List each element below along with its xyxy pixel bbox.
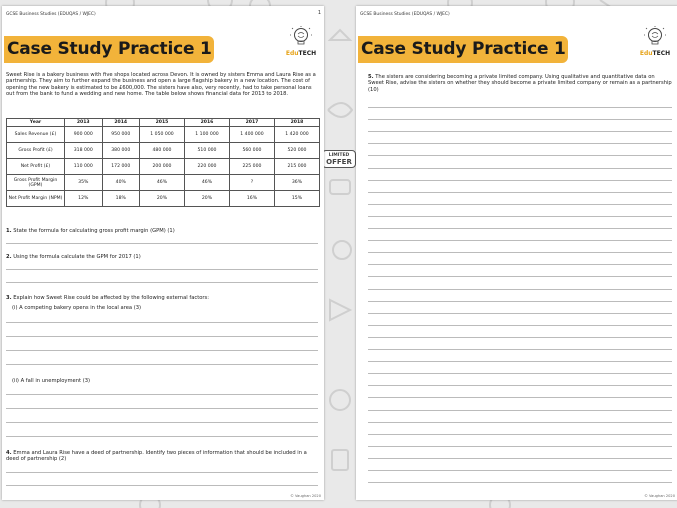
answer-line[interactable] xyxy=(6,282,318,283)
table-cell: Gross Profit (£) xyxy=(7,143,65,159)
question-text: Emma and Laura Rise have a deed of partnership. Identify two pieces of information that should be included in a deed of partnership (2) xyxy=(6,450,307,463)
question-number: 5. xyxy=(368,74,374,80)
table-cell: 40% xyxy=(102,175,140,191)
logo-tech: TECH xyxy=(298,50,317,57)
badge-top-text: LIMITED xyxy=(328,153,350,158)
answer-line[interactable] xyxy=(368,168,672,169)
answer-line[interactable] xyxy=(368,192,672,193)
edutech-logo xyxy=(638,26,672,66)
table-cell: 15% xyxy=(274,191,319,207)
answer-line[interactable] xyxy=(6,422,318,423)
table-cell: 12% xyxy=(65,191,103,207)
answer-line[interactable] xyxy=(368,385,672,386)
answer-line[interactable] xyxy=(368,204,672,205)
answer-line[interactable] xyxy=(368,228,672,229)
table-cell: 36% xyxy=(274,175,319,191)
table-cell: 225 000 xyxy=(229,159,274,175)
answer-line[interactable] xyxy=(368,325,672,326)
copyright-text: © Vaughan 2020 xyxy=(290,494,321,498)
logo-edu: Edu xyxy=(639,50,653,57)
question-number: 2. xyxy=(6,254,12,260)
answer-line[interactable] xyxy=(6,364,318,365)
question-2 xyxy=(6,254,318,260)
page-title: Case Study Practice 1 xyxy=(358,36,568,63)
answer-line[interactable] xyxy=(368,216,672,217)
logo-tech: TECH xyxy=(652,50,671,57)
table-cell: 510 000 xyxy=(184,143,229,159)
answer-line[interactable] xyxy=(368,301,672,302)
question-text: The sisters are considering becoming a private limited company. Using qualitative and quantitative data on Sweet Rise, advise the sisters on whether they should become a private limited company or remain as a partnership (10) xyxy=(368,74,672,93)
table-cell: 900 000 xyxy=(65,127,103,143)
table-row xyxy=(7,143,320,159)
table-header: 2014 xyxy=(102,119,140,127)
table-cell: 1 050 000 xyxy=(140,127,185,143)
limited-offer-badge[interactable] xyxy=(322,150,356,168)
answer-line[interactable] xyxy=(6,322,318,323)
question-5 xyxy=(368,74,672,93)
answer-line[interactable] xyxy=(368,410,672,411)
question-1 xyxy=(6,228,318,234)
table-cell: 20% xyxy=(184,191,229,207)
answer-line[interactable] xyxy=(368,397,672,398)
answer-line[interactable] xyxy=(368,119,672,120)
answer-line[interactable] xyxy=(368,289,672,290)
logo-text xyxy=(284,50,318,57)
table-header: 2017 xyxy=(229,119,274,127)
page-title: Case Study Practice 1 xyxy=(4,36,214,63)
table-cell: 520 000 xyxy=(274,143,319,159)
table-row xyxy=(7,159,320,175)
answer-line[interactable] xyxy=(368,361,672,362)
answer-line[interactable] xyxy=(368,313,672,314)
edutech-logo xyxy=(284,26,318,66)
table-header: 2015 xyxy=(140,119,185,127)
answer-line[interactable] xyxy=(368,349,672,350)
answer-line[interactable] xyxy=(368,482,672,483)
table-cell: 46% xyxy=(140,175,185,191)
intro-paragraph: Sweet Rise is a bakery business with five shops located across Devon. It is owned by sisters Emma and Laura Rise as a partnership. They aim to further expand the business and open a large flagship bakery in a new location. The cost of opening the new bakery is estimated to be £600,000. The sisters have also, very recently, had to take personal loans out from the bank to fund a wedding and new home. The table below shows financial data for 2013 to 2018. xyxy=(6,72,316,97)
table-cell: 110 000 xyxy=(65,159,103,175)
question-text: State the formula for calculating gross profit margin (GPM) (1) xyxy=(13,228,175,234)
table-cell: 950 000 xyxy=(102,127,140,143)
answer-line[interactable] xyxy=(6,436,318,437)
answer-line[interactable] xyxy=(6,485,318,486)
answer-line[interactable] xyxy=(368,264,672,265)
answer-line[interactable] xyxy=(368,422,672,423)
course-header: GCSE Business Studies (EDUQAS / WJEC) xyxy=(360,12,450,17)
question-4 xyxy=(6,450,318,463)
table-cell: 1 420 000 xyxy=(274,127,319,143)
answer-line[interactable] xyxy=(368,131,672,132)
table-cell: Sales Revenue (£) xyxy=(7,127,65,143)
table-cell: 172 000 xyxy=(102,159,140,175)
answer-line[interactable] xyxy=(368,180,672,181)
brain-lightbulb-icon xyxy=(644,26,666,48)
table-cell: 220 000 xyxy=(184,159,229,175)
table-row xyxy=(7,191,320,207)
table-cell: 35% xyxy=(65,175,103,191)
table-cell: 215 000 xyxy=(274,159,319,175)
table-row xyxy=(7,175,320,191)
answer-line[interactable] xyxy=(368,337,672,338)
table-cell: 18% xyxy=(102,191,140,207)
answer-line[interactable] xyxy=(6,408,318,409)
table-row xyxy=(7,127,320,143)
table-cell: 1 100 000 xyxy=(184,127,229,143)
answer-line[interactable] xyxy=(368,155,672,156)
question-number: 1. xyxy=(6,228,12,234)
answer-line[interactable] xyxy=(368,470,672,471)
worksheet-page-2 xyxy=(356,6,677,500)
badge-bottom-text: OFFER xyxy=(326,158,352,166)
copyright-text: © Vaughan 2020 xyxy=(644,494,675,498)
question-3i: (i) A competing bakery opens in the local area (3) xyxy=(12,305,142,311)
logo-edu: Edu xyxy=(285,50,299,57)
question-number: 4. xyxy=(6,450,12,456)
answer-line[interactable] xyxy=(368,252,672,253)
page-number: 1 xyxy=(317,10,321,16)
brain-lightbulb-icon xyxy=(290,26,312,48)
table-cell: 560 000 xyxy=(229,143,274,159)
table-header: Year xyxy=(7,119,65,127)
question-text: Using the formula calculate the GPM for 2017 (1) xyxy=(13,254,141,260)
table-cell: Gross Profit Margin (GPM) xyxy=(7,175,65,191)
table-cell: 20% xyxy=(140,191,185,207)
financial-data-table xyxy=(6,118,320,207)
answer-line[interactable] xyxy=(6,350,318,351)
table-header: 2016 xyxy=(184,119,229,127)
answer-line[interactable] xyxy=(368,446,672,447)
table-cell: Net Profit Margin (NPM) xyxy=(7,191,65,207)
logo-text xyxy=(638,50,672,57)
table-cell: 380 000 xyxy=(102,143,140,159)
table-cell: ? xyxy=(229,175,274,191)
course-header: GCSE Business Studies (EDUQAS / WJEC) xyxy=(6,12,96,17)
answer-line[interactable] xyxy=(368,107,672,108)
answer-line[interactable] xyxy=(368,143,672,144)
answer-line[interactable] xyxy=(368,240,672,241)
answer-line[interactable] xyxy=(6,472,318,473)
table-cell: 480 000 xyxy=(140,143,185,159)
worksheet-page-1 xyxy=(2,6,324,500)
table-cell: Net Profit (£) xyxy=(7,159,65,175)
table-header: 2013 xyxy=(65,119,103,127)
question-3 xyxy=(6,295,318,301)
table-cell: 1 400 000 xyxy=(229,127,274,143)
answer-line[interactable] xyxy=(368,276,672,277)
answer-line[interactable] xyxy=(368,434,672,435)
table-header: 2018 xyxy=(274,119,319,127)
answer-line[interactable] xyxy=(368,373,672,374)
table-cell: 16% xyxy=(229,191,274,207)
answer-line[interactable] xyxy=(6,394,318,395)
table-cell: 318 000 xyxy=(65,143,103,159)
answer-line[interactable] xyxy=(6,269,318,270)
answer-line[interactable] xyxy=(368,458,672,459)
table-cell: 46% xyxy=(184,175,229,191)
answer-line[interactable] xyxy=(6,243,318,244)
question-text: Explain how Sweet Rise could be affected by the following external factors: xyxy=(13,295,210,301)
question-number: 3. xyxy=(6,295,12,301)
table-cell: 200 000 xyxy=(140,159,185,175)
question-3ii: (ii) A fall in unemployment (3) xyxy=(12,378,91,384)
answer-line[interactable] xyxy=(6,336,318,337)
table-header-row xyxy=(7,119,320,127)
